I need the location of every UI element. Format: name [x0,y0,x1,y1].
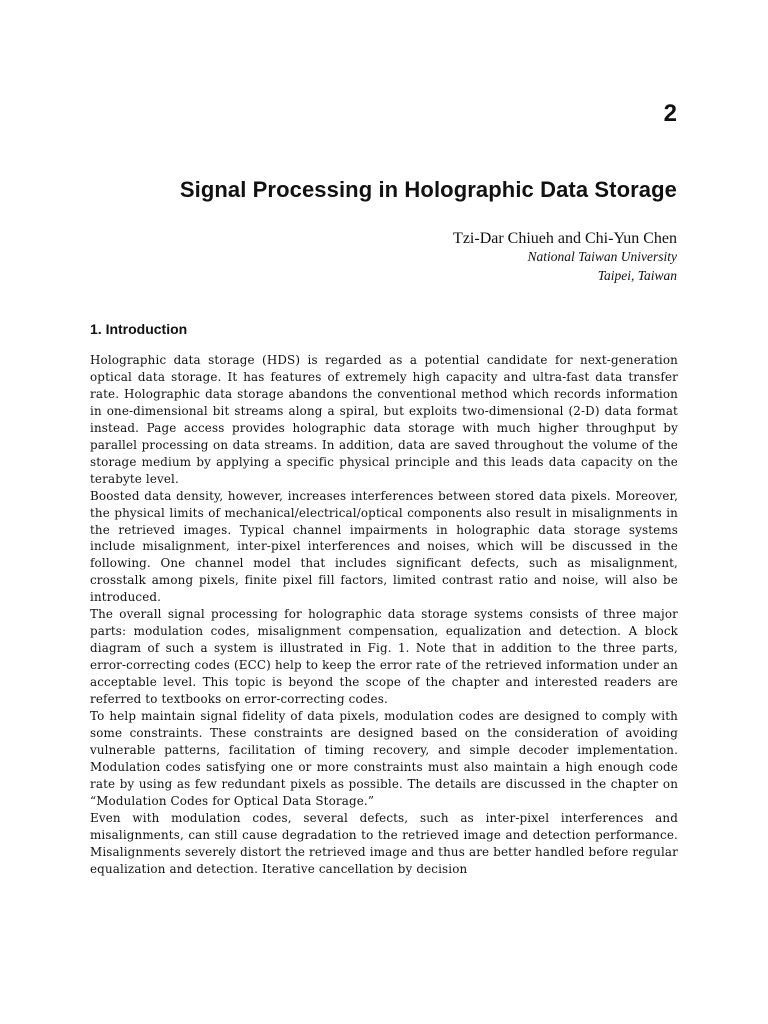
paragraph: The overall signal processing for holographic data storage systems consists of three major parts: modulation codes, misalignment compensation, equalization and detection. A block diagram of such a system is illustrated in Fig. 1. Note that in addition to the three parts, error-correcting codes (ECC) help to keep the error rate of the retrieved information under an acceptable level. This topic is beyond the scope of the chapter and interested readers are referred to textbooks on error-correcting codes. [90,607,678,707]
paragraph: Boosted data density, however, increases interferences between stored data pixels. Moreover, the physical limits of mechanical/electrical/optical components also result in misalignments in the retrieved images. Typical channel impairments in holographic data storage systems include misalignment, inter-pixel interferences and noises, which will be discussed in the following. One channel model that includes significant defects, such as misalignment, crosstalk among pixels, finite pixel fill factors, limited contrast ratio and noise, will also be introduced. [90,488,678,605]
author-affiliation: National Taiwan University [527,249,677,264]
section-heading: 1. Introduction [90,321,188,337]
author-names: Tzi-Dar Chiueh and Chi-Yun Chen [453,230,677,247]
chapter-title: Signal Processing in Holographic Data Storage [179,177,677,202]
chapter-number: 2 [663,100,677,127]
author-affiliation-block [527,247,677,285]
author-location: Taipei, Taiwan [597,268,677,283]
paragraph: Even with modulation codes, several defects, such as inter-pixel interferences and misalignments, can still cause degradation to the retrieved image and detection performance. Misalignments severely distort the retrieved image and thus are better handled before regular equalization and detection. Iterative cancellation by decision [90,810,678,876]
paragraph: To help maintain signal fidelity of data pixels, modulation codes are designed to comply with some constraints. These constraints are designed based on the consideration of avoiding vulnerable patterns, facilitation of timing recovery, and simple decoder implementation. Modulation codes satisfying one or more constraints must also maintain a high enough code rate by using as few redundant pixels as possible. The details are discussed in the chapter on “Modulation Codes for Optical Data Storage.” [90,709,678,808]
body-text [90,352,678,878]
paragraph: Holographic data storage (HDS) is regarded as a potential candidate for next-generation optical data storage. It has features of extremely high capacity and ultra-fast data transfer rate. Holographic data storage abandons the conventional method which records information in one-dimensional bit streams along a spiral, but exploits two-dimensional (2-D) data format instead. Page access provides holographic data storage with much higher throughput by parallel processing on data streams. In addition, data are saved throughout the volume of the storage medium by applying a specific physical principle and this leads data capacity on the terabyte level. [90,353,678,486]
